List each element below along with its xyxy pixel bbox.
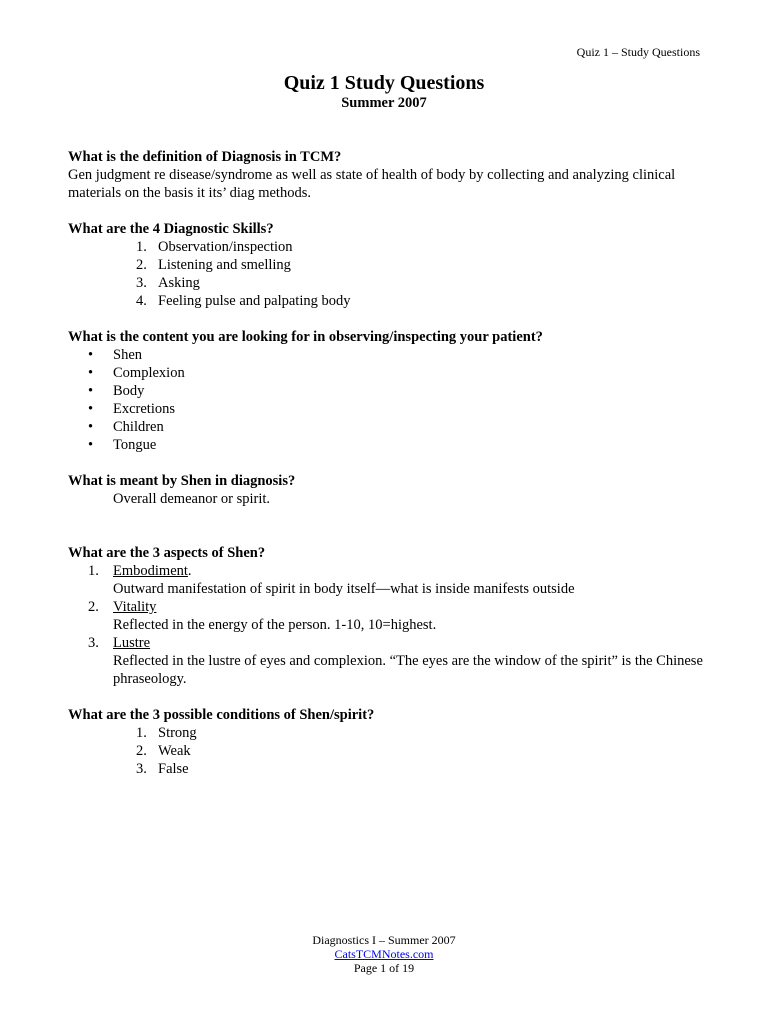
list-item: 3. Lustre Reflected in the lustre of eyes and complexion. “The eyes are the window of the spirit” is the Chinese phraseology. — [68, 634, 708, 688]
list-item: • Children — [88, 419, 164, 435]
list-item: 1. Strong — [136, 725, 197, 741]
page-number: Page 1 of 19 — [353, 961, 415, 975]
bullet-list — [68, 346, 708, 454]
question-heading: What is the content you are looking for in observing/inspecting your patient? — [68, 329, 543, 345]
aspect-description: Reflected in the energy of the person. 1-10, 10=highest. — [113, 617, 437, 633]
list-item: 4. Feeling pulse and palpating body — [136, 293, 351, 309]
list-item: 2. Vitality Reflected in the energy of the person. 1-10, 10=highest. — [68, 598, 708, 634]
section-shen-meaning — [68, 472, 708, 508]
bullet-icon: • — [88, 437, 94, 453]
document-body — [68, 148, 708, 796]
list-item: • Complexion — [88, 365, 185, 381]
section-shen-aspects — [68, 544, 708, 688]
list-item: 2. Weak — [136, 743, 191, 759]
bullet-icon: • — [88, 365, 94, 381]
answer-text: Overall demeanor or spirit. — [113, 491, 271, 507]
aspect-term: Embodiment — [113, 563, 188, 579]
page-title: Quiz 1 Study Questions — [283, 72, 485, 94]
section-diagnosis-definition — [68, 148, 708, 202]
aspect-term: Lustre — [113, 635, 151, 651]
answer-text: Gen judgment re disease/syndrome as well as state of health of body by collecting and analyzing clinical materials on the basis it its’ diag methods. — [68, 167, 676, 201]
list-item: 1. Embodiment. Outward manifestation of spirit in body itself—what is inside manifests outside — [68, 562, 708, 598]
page-footer — [0, 933, 768, 975]
list-item: • Shen — [88, 347, 142, 363]
question-heading: What are the 4 Diagnostic Skills? — [68, 221, 274, 237]
bullet-icon: • — [88, 419, 94, 435]
section-observation-content — [68, 328, 708, 454]
aspect-term: Vitality — [113, 599, 157, 615]
page-subtitle: Summer 2007 — [341, 95, 427, 111]
footer-course: Diagnostics I – Summer 2007 — [312, 933, 456, 947]
list-item: 2. Listening and smelling — [136, 257, 291, 273]
bullet-icon: • — [88, 401, 94, 417]
numbered-list — [68, 724, 708, 778]
list-item: • Excretions — [88, 401, 176, 417]
running-header: Quiz 1 – Study Questions — [576, 45, 700, 59]
section-diagnostic-skills — [68, 220, 708, 310]
question-heading: What are the 3 aspects of Shen? — [68, 545, 266, 561]
bullet-icon: • — [88, 383, 94, 399]
bullet-icon: • — [88, 347, 94, 363]
question-heading: What are the 3 possible conditions of Shen/spirit? — [68, 707, 375, 723]
numbered-list — [68, 562, 708, 688]
question-heading: What is the definition of Diagnosis in TCM? — [68, 149, 342, 165]
question-heading: What is meant by Shen in diagnosis? — [68, 473, 296, 489]
aspect-description: Outward manifestation of spirit in body itself—what is inside manifests outside — [113, 581, 575, 597]
numbered-list — [68, 238, 708, 310]
list-item: 3. Asking — [136, 275, 200, 291]
list-item: • Tongue — [88, 437, 157, 453]
list-item: 1. Observation/inspection — [136, 239, 293, 255]
list-item: 3. False — [136, 761, 189, 777]
section-shen-conditions — [68, 706, 708, 778]
site-link[interactable]: CatsTCMNotes.com — [334, 947, 434, 961]
aspect-description: Reflected in the lustre of eyes and complexion. “The eyes are the window of the spirit” is the Chinese phraseology. — [113, 653, 703, 687]
list-item: • Body — [88, 383, 145, 399]
